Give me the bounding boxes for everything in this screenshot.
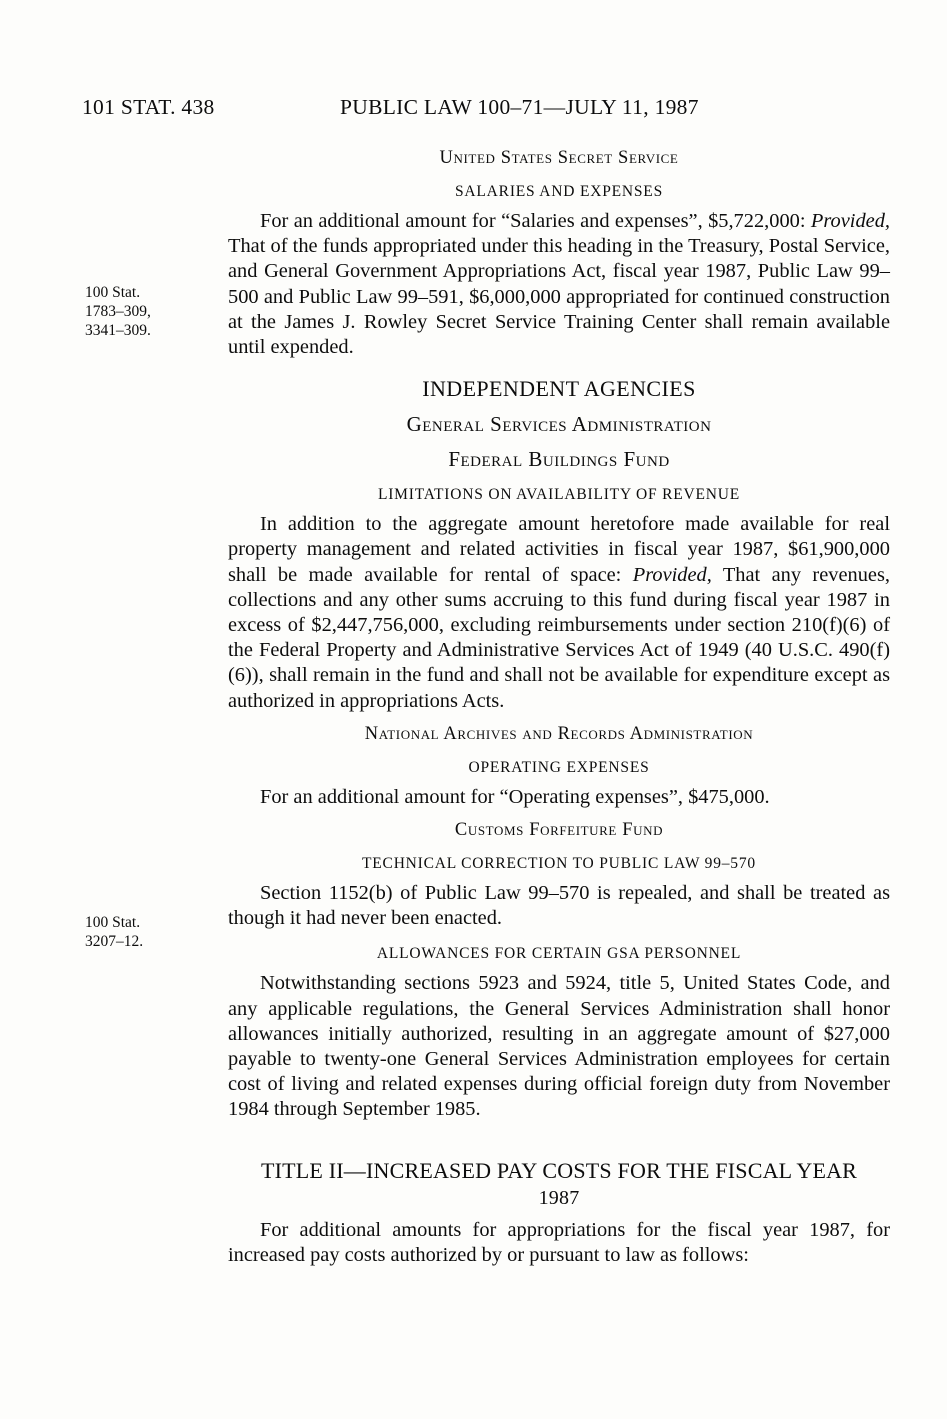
paragraph-limitations <box>228 512 890 714</box>
marginal-note-1-line-2: 1783–309, <box>85 303 151 320</box>
marginal-note-1-line-3: 3341–309. <box>85 322 151 339</box>
marginal-note-2-line-2: 3207–12. <box>85 933 144 950</box>
heading-federal-buildings-fund: Federal Buildings Fund <box>448 447 670 472</box>
salaries-provided-italic: Provided, <box>810 210 890 232</box>
heading-gsa: General Services Administration <box>406 412 712 437</box>
marginal-note-1 <box>85 283 215 340</box>
heading-national-archives: National Archives and Records Administration <box>364 723 754 744</box>
public-law-header: PUBLIC LAW 100–71—JULY 11, 1987 <box>340 95 699 119</box>
title-2-year: 1987 <box>538 1186 580 1209</box>
salaries-text-part-2: That of the funds appropriated under this heading in the Treasury, Postal Service, and General Government Appropriations Act, fiscal year 1987, Public Law 99–500 and Public Law 99–591, $6,000,000 appropriated for continued construction at the James J. Rowley Secret Service Training Center shall remain available until expended. <box>228 235 890 359</box>
heading-title-2 <box>228 1157 890 1212</box>
heading-technical-correction: TECHNICAL CORRECTION TO PUBLIC LAW 99–570 <box>362 855 756 873</box>
text-column <box>228 138 890 1272</box>
statute-citation: 101 STAT. 438 <box>82 95 215 119</box>
marginal-note-2 <box>85 913 215 951</box>
heading-operating-expenses: OPERATING EXPENSES <box>468 758 650 776</box>
paragraph-allowances: Notwithstanding sections 5923 and 5924, title 5, United States Code, and any applicable regulations, the General Services Administration shall honor allowances initially authorized, resulting in an aggregate amount of $27,000 payable to twenty-one General Services Administration employees for certain cost of living and related expenses during official foreign duty from November 1984 through September 1985. <box>228 972 890 1121</box>
paragraph-technical: Section 1152(b) of Public Law 99–570 is repealed, and shall be treated as though it had never been enacted. <box>228 882 890 930</box>
limitations-text-part-2: That any revenues, collections and any other sums accruing to this fund during fiscal year 1987 in excess of $2,447,756,000, excluding reimbursements under section 210(f)(6) of the Federal Property and Administrative Services Act of 1949 (40 U.S.C. 490(f)(6)), shall remain in the fund and shall not be available for expenditure except as authorized in appropriations Acts. <box>228 563 890 712</box>
heading-salaries-expenses: SALARIES AND EXPENSES <box>455 183 663 200</box>
paragraph-title-2: For additional amounts for appropriations for the fiscal year 1987, for increased pay costs authorized by or pursuant to law as follows: <box>228 1218 890 1266</box>
heading-limitations-revenue: LIMITATIONS ON AVAILABILITY OF REVENUE <box>377 486 741 504</box>
marginal-note-1-line-1: 100 Stat. <box>85 284 141 301</box>
paragraph-salaries <box>228 209 890 360</box>
heading-customs-forfeiture-fund: Customs Forfeiture Fund <box>454 820 664 841</box>
running-head <box>0 95 947 121</box>
salaries-text-part-1: For an additional amount for “Salaries and expenses”, $5,722,000: <box>260 210 811 232</box>
heading-independent-agencies: INDEPENDENT AGENCIES <box>422 376 696 402</box>
limitations-provided-italic: Provided, <box>632 563 712 586</box>
heading-allowances-gsa: ALLOWANCES FOR CERTAIN GSA PERSONNEL <box>376 945 742 963</box>
limitations-text-part-1: In addition to the aggregate amount heretofore made available for real property management and related activities in fiscal year 1987, $61,900,000 shall be made available for rental of space: <box>228 513 890 586</box>
heading-secret-service: United States Secret Service <box>439 148 679 168</box>
marginal-note-2-line-1: 100 Stat. <box>85 914 141 931</box>
paragraph-operating: For an additional amount for “Operating expenses”, $475,000. <box>260 785 770 808</box>
title-2-line: TITLE II—INCREASED PAY COSTS FOR THE FISCAL YEAR <box>260 1157 858 1183</box>
